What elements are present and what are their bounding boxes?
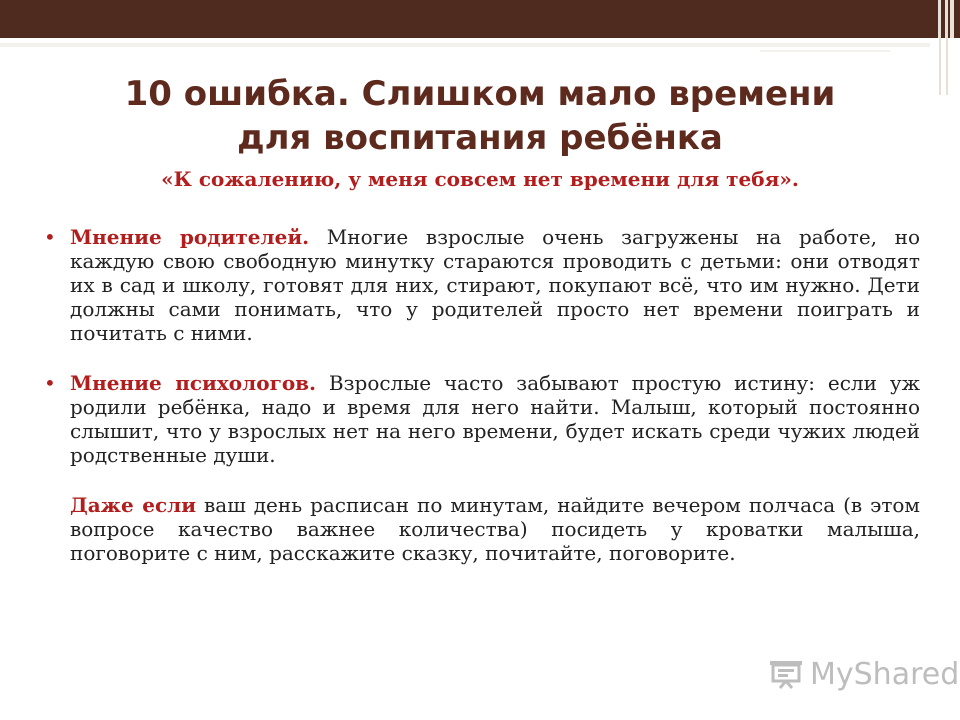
bullet-text: Взрослые часто забывают простую истину: если уж родили ребёнка, надо и время для него найти. Малыш, который постоянно слышит, что у взрослых нет на него времени, будет искать среди чужих людей родственные души. (70, 371, 920, 467)
decorative-vertical-line (946, 0, 948, 95)
projector-screen-icon (768, 659, 804, 689)
decorative-line (0, 43, 930, 47)
closing-paragraph (70, 493, 920, 565)
decorative-line (760, 50, 890, 52)
top-bar-stripe (950, 0, 954, 38)
slide-body (44, 225, 921, 591)
bullet-text: Многие взрослые очень загружены на работе, но каждую свою свободную минутку стараются проводить с детьми: они отводят их в сад и школу, готовят для них, стирают, покупают всё, что им нужно. Дети должны сами понимать, что у родителей просто нет времени поиграть и почитать с ними. (70, 225, 921, 345)
decorative-vertical-line (939, 0, 941, 95)
bullet-marker: • (44, 371, 56, 395)
slide-title-line-2: для воспитания ребёнка (237, 118, 723, 158)
closing-text: ваш день расписан по минутам, найдите вечером полчаса (в этом вопросе качество важнее количества) посидеть у кроватки малыша, поговорите с ним, расскажите сказку, почитайте, поговорите. (70, 493, 920, 565)
slide-title (60, 72, 900, 160)
bullet-lead: Мнение родителей. (70, 225, 310, 249)
slide-subtitle: «К сожалению, у меня совсем нет времени для тебя». (161, 167, 799, 191)
top-bar (0, 0, 960, 38)
watermark-logo (768, 656, 959, 692)
bullet-marker: • (44, 225, 56, 249)
bullet-item-parents (44, 225, 921, 345)
watermark-text: MyShared (810, 656, 960, 692)
closing-lead: Даже если (70, 493, 197, 517)
bullet-lead: Мнение психологов. (70, 371, 317, 395)
slide-title-line-1: 10 ошибка. Слишком мало времени (124, 74, 836, 114)
bullet-item-psychologists (44, 371, 920, 467)
